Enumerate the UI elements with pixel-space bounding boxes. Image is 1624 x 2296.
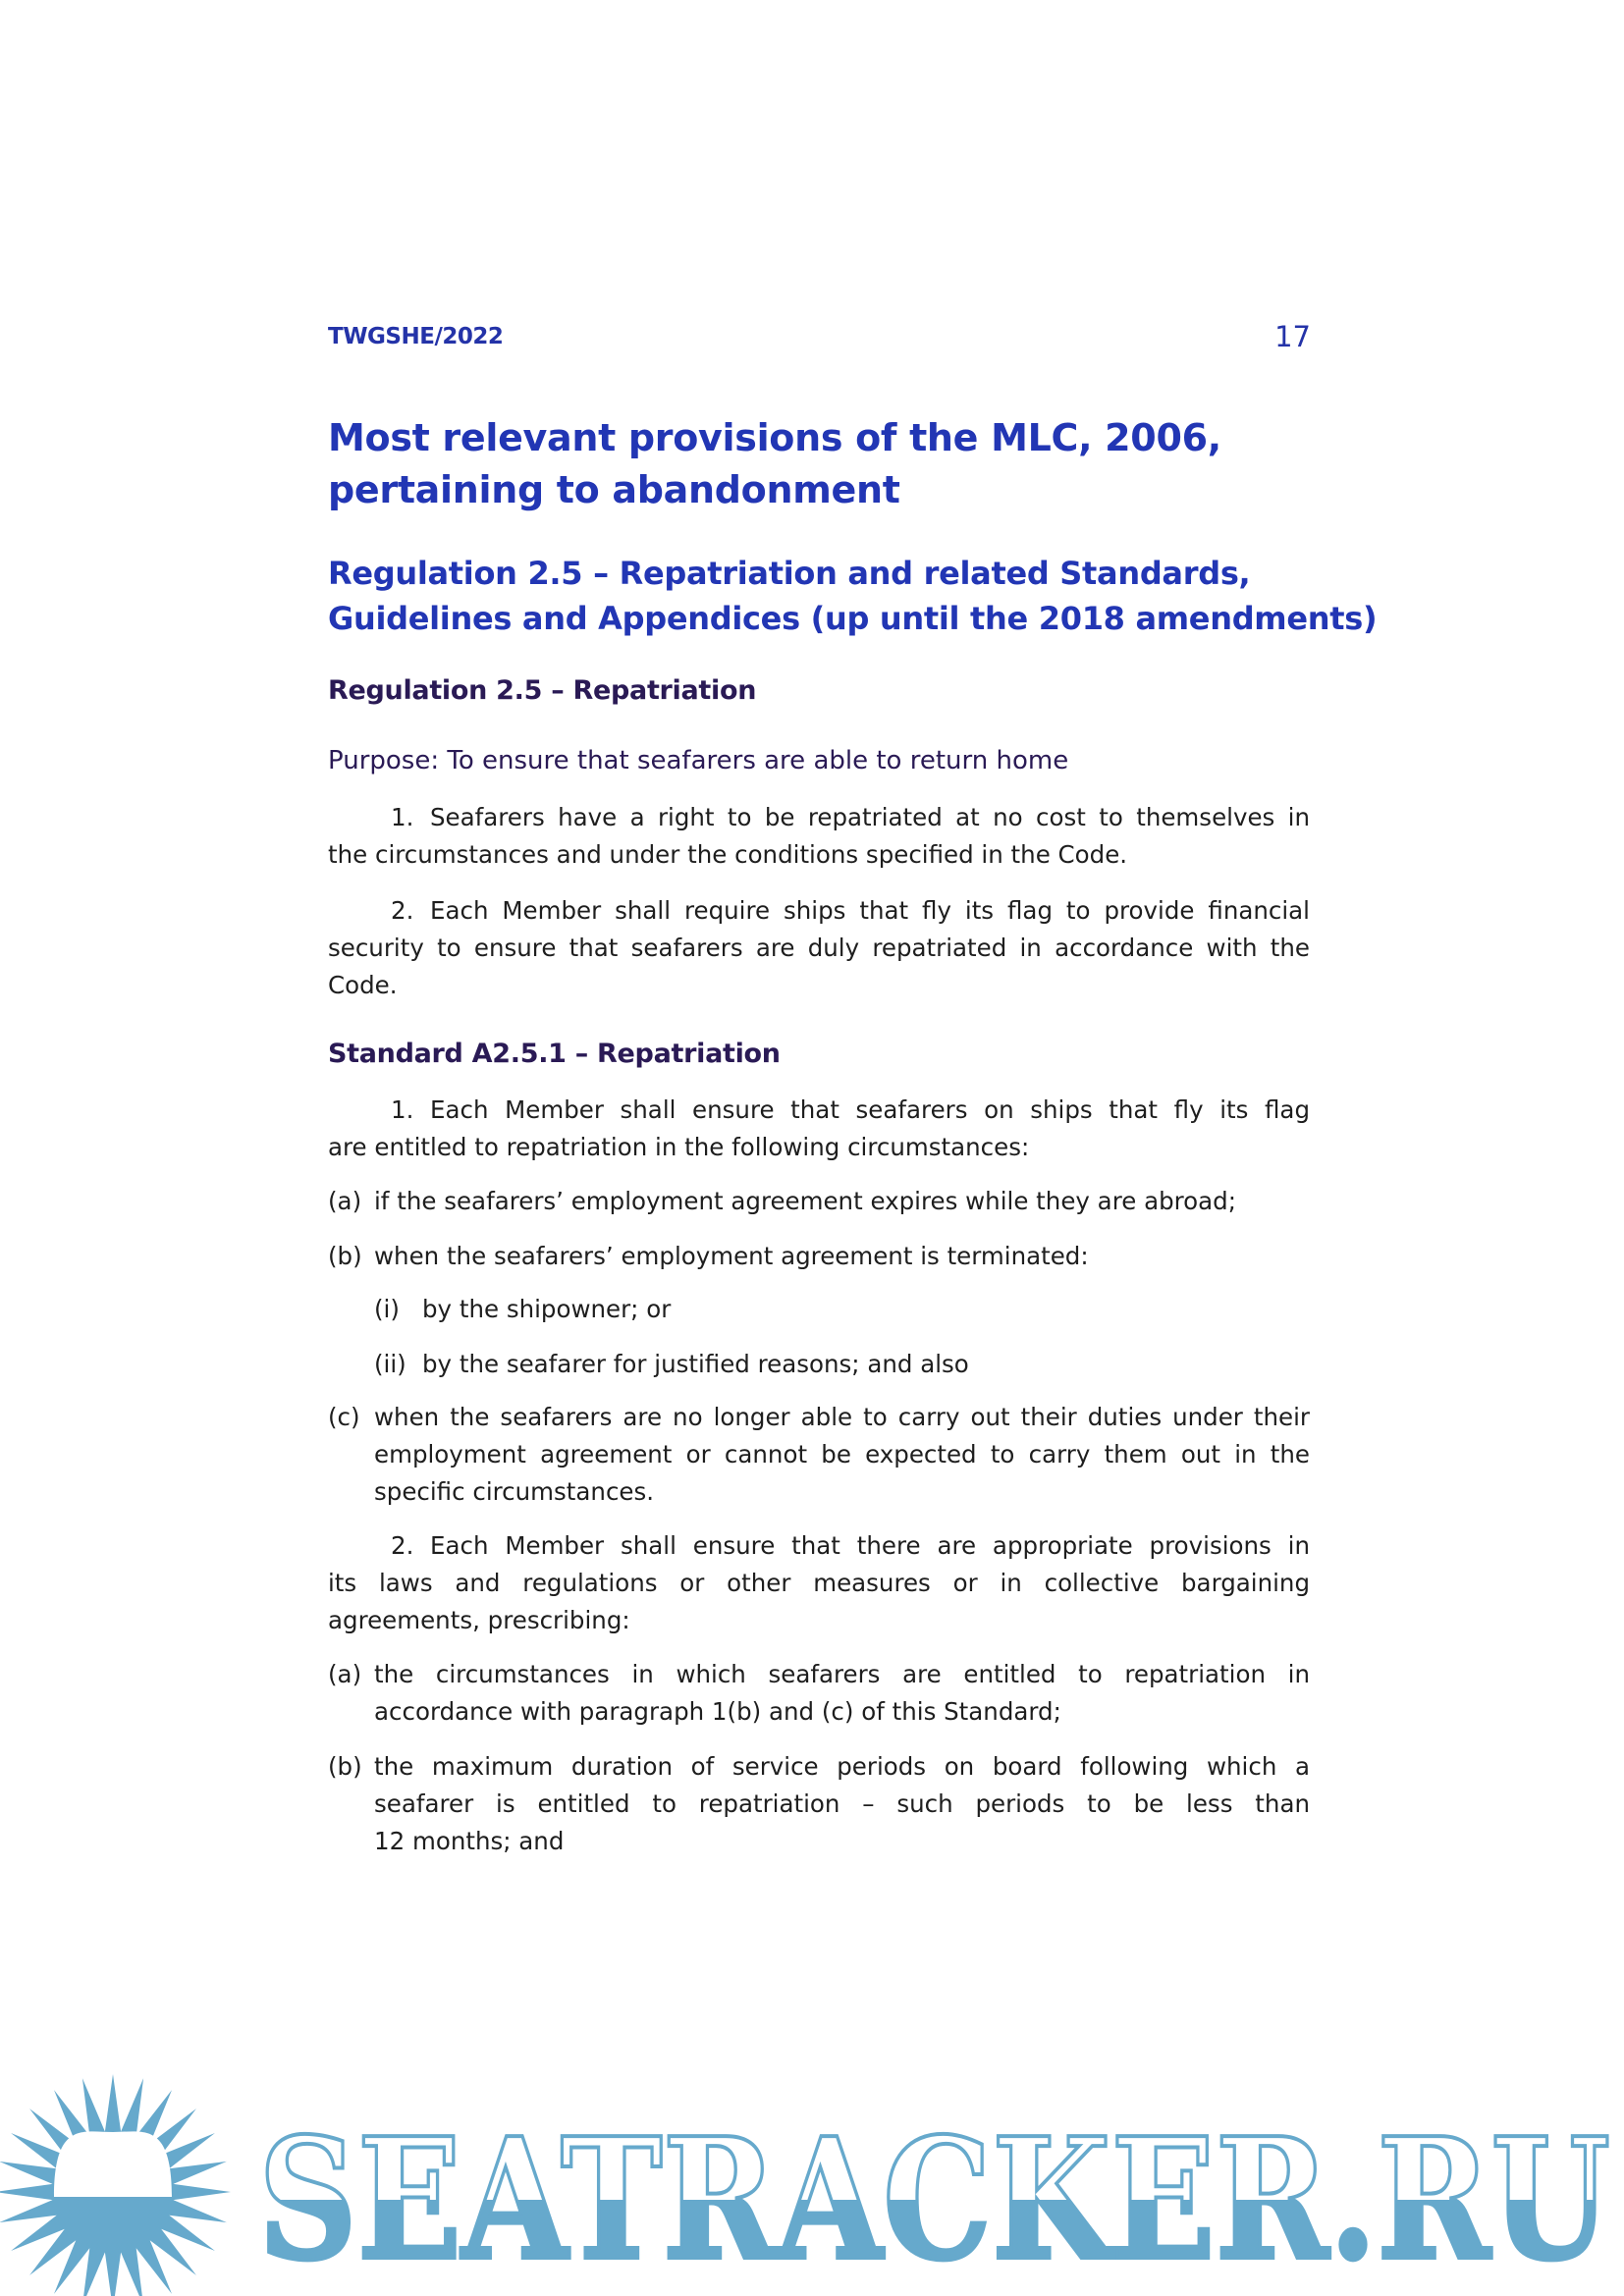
text-line: Code. (328, 971, 398, 999)
sun-dome (54, 2131, 172, 2197)
list-item-b-ii (328, 1346, 1310, 1383)
paragraph-number: 2. (391, 896, 414, 925)
text-line: when the seafarers are no longer able to carry out their duties under their (374, 1403, 1310, 1431)
text-line: security to ensure that seafarers are duly repatriated in accordance with the (328, 934, 1310, 962)
item-label: (a) (328, 1187, 362, 1215)
text-line: by the shipowner; or (422, 1295, 672, 1323)
text-line: its laws and regulations or other measures or in collective bargaining (328, 1569, 1310, 1597)
title-line: pertaining to abandonment (328, 468, 900, 511)
item-label: (c) (328, 1403, 360, 1431)
purpose-statement (328, 746, 1068, 775)
purpose-text: To ensure that seafarers are able to return home (439, 746, 1069, 775)
regulation-paragraph-2 (328, 892, 1310, 1004)
paragraph-number: 1. (391, 1095, 414, 1124)
title-line: Most relevant provisions of the MLC, 2006, (328, 416, 1221, 459)
text-line: Each Member shall require ships that fly its flag to provide financial (430, 896, 1310, 925)
document-code: TWGSHE/2022 (328, 324, 504, 349)
list-item-2b (328, 1748, 1310, 1860)
list-item-a (328, 1183, 1310, 1220)
standard-paragraph-2 (328, 1527, 1310, 1639)
purpose-label: Purpose: (328, 746, 440, 775)
section-heading (328, 551, 1377, 641)
text-line: Seafarers have a right to be repatriated at no cost to themselves in (430, 803, 1310, 831)
text-line: 12 months; and (374, 1827, 565, 1855)
standard-paragraph-1 (328, 1092, 1310, 1166)
item-label: (ii) (374, 1350, 406, 1378)
paragraph-number: 1. (391, 803, 414, 831)
page-number: 17 (1274, 320, 1311, 353)
text-line: by the seafarer for justified reasons; and also (422, 1350, 969, 1378)
text-line: if the seafarers’ employment agreement expires while they are abroad; (374, 1187, 1236, 1215)
item-label: (a) (328, 1660, 362, 1688)
text-line: seafarer is entitled to repatriation – such periods to be less than (374, 1789, 1310, 1818)
text-line: the maximum duration of service periods on board following which a (374, 1752, 1310, 1781)
paragraph-number: 2. (391, 1531, 414, 1560)
text-line: the circumstances and under the conditions specified in the Code. (328, 840, 1128, 869)
text-line: accordance with paragraph 1(b) and (c) of this Standard; (374, 1697, 1061, 1726)
list-item-b (328, 1238, 1310, 1275)
watermark-text: SEATRACKER.RU (258, 2102, 1610, 2296)
text-line: agreements, prescribing: (328, 1606, 630, 1634)
text-line: Each Member shall ensure that seafarers on ships that fly its flag (430, 1095, 1310, 1124)
regulation-heading: Regulation 2.5 – Repatriation (328, 675, 757, 706)
item-label: (b) (328, 1752, 362, 1781)
watermark-logo (0, 2061, 1624, 2296)
sun-icon (0, 2074, 231, 2296)
text-line: employment agreement or cannot be expected to carry them out in the (374, 1440, 1310, 1468)
text-line: are entitled to repatriation in the following circumstances: (328, 1133, 1030, 1161)
section-heading-line: Guidelines and Appendices (up until the 2018 amendments) (328, 600, 1378, 637)
item-label: (i) (374, 1295, 400, 1323)
list-item-c (328, 1399, 1310, 1511)
text-line: specific circumstances. (374, 1477, 655, 1506)
text-line: when the seafarers’ employment agreement is terminated: (374, 1242, 1089, 1270)
section-heading-line: Regulation 2.5 – Repatriation and related Standards, (328, 555, 1251, 592)
standard-heading: Standard A2.5.1 – Repatriation (328, 1039, 781, 1069)
page-title (328, 412, 1221, 516)
regulation-paragraph-1 (328, 799, 1310, 874)
list-item-2a (328, 1656, 1310, 1731)
list-item-b-i (328, 1291, 1310, 1328)
text-line: the circumstances in which seafarers are entitled to repatriation in (374, 1660, 1310, 1688)
text-line: Each Member shall ensure that there are appropriate provisions in (430, 1531, 1310, 1560)
item-label: (b) (328, 1242, 362, 1270)
